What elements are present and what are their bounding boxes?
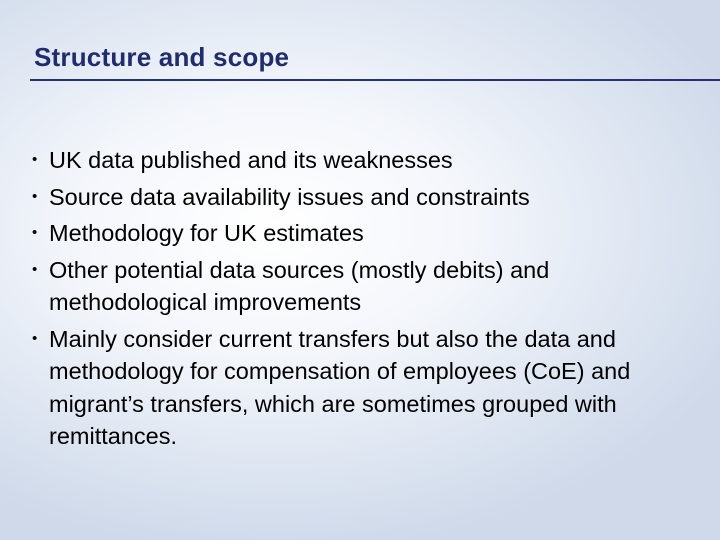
- bullet-item: [28, 217, 698, 250]
- bullet-dot-icon: •: [32, 187, 38, 205]
- bullet-item: [28, 323, 698, 453]
- bullet-dot-icon: •: [32, 151, 38, 168]
- bullet-text: Source data availability issues and constraints: [49, 183, 530, 210]
- bullet-text: Methodology for UK estimates: [49, 220, 364, 246]
- bullet-dot-icon: •: [32, 329, 38, 347]
- bullet-item: [28, 254, 698, 319]
- bullet-item: [28, 181, 698, 214]
- bullet-item: [28, 144, 698, 177]
- bullet-text: UK data published and its weaknesses: [49, 147, 453, 173]
- title-underline: [30, 79, 720, 81]
- bullet-text: Mainly consider current transfers but also the data and methodology for compensation of employees (CoE) and migrant’s transfers, which are sometimes grouped with remittances.: [49, 325, 631, 449]
- bullet-dot-icon: •: [32, 224, 38, 241]
- bullet-dot-icon: •: [32, 260, 38, 278]
- slide-title: Structure and scope: [34, 42, 290, 72]
- bullet-list: [28, 144, 698, 457]
- bullet-text: Other potential data sources (mostly debits) and methodological improvements: [49, 256, 550, 315]
